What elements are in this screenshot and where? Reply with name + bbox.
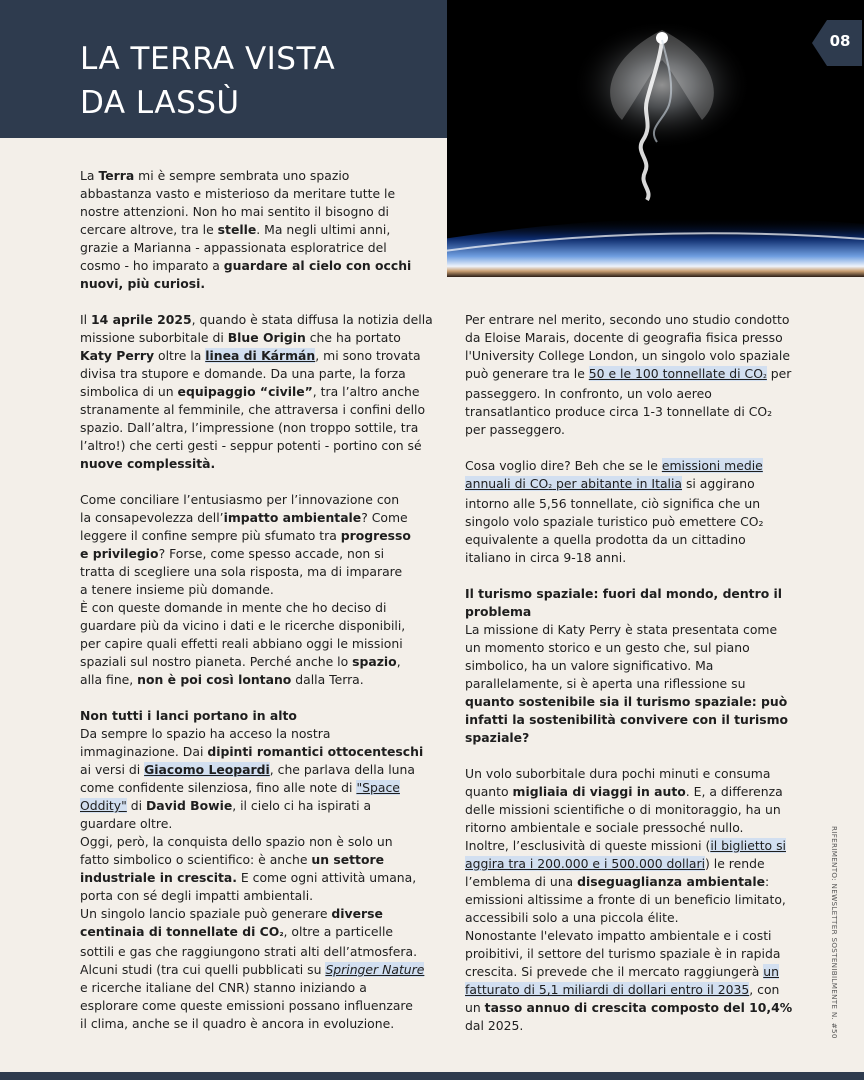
launches-section: Non tutti i lanci portano in alto Da sempre lo spazio ha acceso la nostra immaginazione. Dai dipinti romantici ottocenteschi ai versi di Giacomo Leopardi, che parlava della luna come confidente silenziosa, fino alle note di "Space Oddity" di David Bowie, il cielo ci ha ispirati a guardare oltre. Oggi, però, la conquista dello spazio non è solo un fatto simbolico o scientifico: è anche un settore industriale in crescita. E come ogni attività umana, porta con sé degli impatti ambientali. Un singolo lancio spaziale può generare diverse centinaia di tonnellate di CO₂, oltre a particelle sottili e gas che raggiungono strati alti dell’atmosfera. Alcuni studi (tra cui quelli pubblicati su Springer Nature e ricerche italiane del CNR) stanno iniziando a esplorare come queste emissioni possano influenzare il clima, anche se il quadro è ancora in evoluzione. — [80, 708, 425, 1031]
leopardi-link[interactable]: Giacomo Leopardi — [144, 762, 270, 777]
left-column — [80, 167, 433, 1033]
bottom-bar — [0, 1072, 864, 1080]
market-revenue-link-cont[interactable]: fatturato di 5,1 miliardi di dollari entro il 2035 — [465, 982, 750, 997]
market-revenue-link[interactable]: un — [763, 964, 779, 979]
ticket-price-link[interactable]: il biglietto si — [710, 838, 786, 853]
section-heading: Non tutti i lanci portano in alto — [80, 708, 297, 723]
rocket-launch-plume-photo — [447, 0, 864, 277]
page-title-line-1: LA TERRA VISTA — [80, 41, 336, 77]
page-title-line-2: DA LASSÙ — [80, 85, 240, 121]
right-column — [465, 311, 810, 1035]
emissions-link[interactable]: emissioni medie — [661, 458, 763, 473]
study-paragraph: Per entrare nel merito, secondo uno studio condotto da Eloise Marais, docente di geografia fisica presso l'University College London, un singolo volo spaziale può generare tra le 50 e le 100 tonnellate di CO₂ per passeggero. In confronto, un volo aereo transatlantico produce circa 1-3 tonnellate di CO₂ per passeggero. — [465, 312, 792, 437]
intro-paragraph: La Terra mi è sempre sembrata uno spazio abbastanza vasto e misterioso da meritare tutte le nostre attenzioni. Non ho mai sentito il bisogno di cercare altrove, tra le stelle. Ma negli ultimi anni, grazie a Marianna - appassionata esploratrice del cosmo - ho imparato a guardare al cielo con occhi nuovi, più curiosi. — [80, 168, 412, 291]
tourism-section: Il turismo spaziale: fuori dal mondo, dentro il problema La missione di Katy Perry è stata presentata come un momento storico e un gesto che, sul piano simbolico, ha un valore significativo. Ma parallelamente, si è aperta una riflessione su quanto sostenibile sia il turismo spaziale: può infatti la sostenibilità convivere con il turismo spaziale? — [465, 586, 789, 745]
blue-origin-paragraph: Il 14 aprile 2025, quando è stata diffusa la notizia della missione suborbitale di Blue Origin che ha portato Katy Perry oltre la linea di Kármán, mi sono trovata divisa tra stupore e domande. Da una parte, la forza simbolica di un equipaggio “civile”, tra l’altro anche stranamente al femminile, che attraversa i confini dello spazio. Dall’altra, l’impressione (non troppo sottile, tra l’altro!) che certi gesti - seppur potenti - portino con sé nuove complessità. — [80, 312, 433, 471]
springer-nature-link[interactable]: Springer Nature — [325, 962, 425, 977]
ticket-price-link-cont[interactable]: aggira tra i 200.000 e i 500.000 dollari — [465, 856, 706, 871]
space-oddity-link-cont[interactable]: Oddity" — [80, 798, 127, 813]
suborbital-paragraph: Un volo suborbitale dura pochi minuti e consuma quanto migliaia di viaggi in auto. E, a differenza delle missioni scientifiche o di monitoraggio, ha un ritorno ambientale e sociale pressoché nullo. Inoltre, l’esclusività di queste missioni (il biglietto si aggira tra i 200.000 e i 500.000 dollari) le rende l’emblema di una diseguaglianza ambientale: emissioni altissime a fronte di un beneficio limitato, accessibili solo a una piccola élite. Nonostante l'elevato impatto ambientale e i costi proibitivi, il settore del turismo spaziale è in rapida crescita. Si prevede che il mercato raggiungerà un fatturato di 5,1 miliardi di dollari entro il 2035, con un tasso annuo di crescita composto del 10,4% dal 2025. — [465, 766, 793, 1033]
rocket-launch-photo — [447, 0, 864, 277]
newsletter-reference: RIFERIMENTO: NEWSLETTER SOSTENIBILMENTE N. #50 — [830, 826, 839, 1039]
impact-paragraph: Come conciliare l’entusiasmo per l’innovazione con la consapevolezza dell’impatto ambientale? Come leggere il confine sempre più sfumato tra progresso e privilegio? Forse, come spesso accade, non si tratta di scegliere una sola risposta, ma di imparare a tenere insieme più domande. È con queste domande in mente che ho deciso di guardare più da vicino i dati e le ricerche disponibili, per capire quali effetti reali abbiano oggi le missioni spaziali sul nostro pianeta. Perché anche lo spazio, alla fine, non è poi così lontano dalla Terra. — [80, 492, 411, 687]
page-number: 08 — [829, 32, 851, 50]
section-heading: Il turismo spaziale: fuori dal mondo, dentro il — [465, 586, 783, 601]
emissions-link-cont[interactable]: annuali di CO₂ per abitante in Italia — [465, 476, 683, 491]
title-block — [0, 0, 447, 138]
section-heading-cont: problema — [465, 604, 532, 619]
co2-per-passenger-link[interactable]: 50 e le 100 tonnellate di CO₂ — [588, 366, 767, 381]
karman-line-link[interactable]: linea di Kármán — [205, 348, 316, 363]
emissions-paragraph: Cosa voglio dire? Beh che se le emissioni medie annuali di CO₂ per abitante in Italia si aggirano intorno alle 5,56 tonnellate, ciò significa che un singolo volo spaziale turistico può emettere CO₂ equivalente a quella prodotta da un cittadino italiano in circa 9-18 anni. — [465, 458, 764, 565]
space-oddity-link[interactable]: "Space — [356, 780, 400, 795]
